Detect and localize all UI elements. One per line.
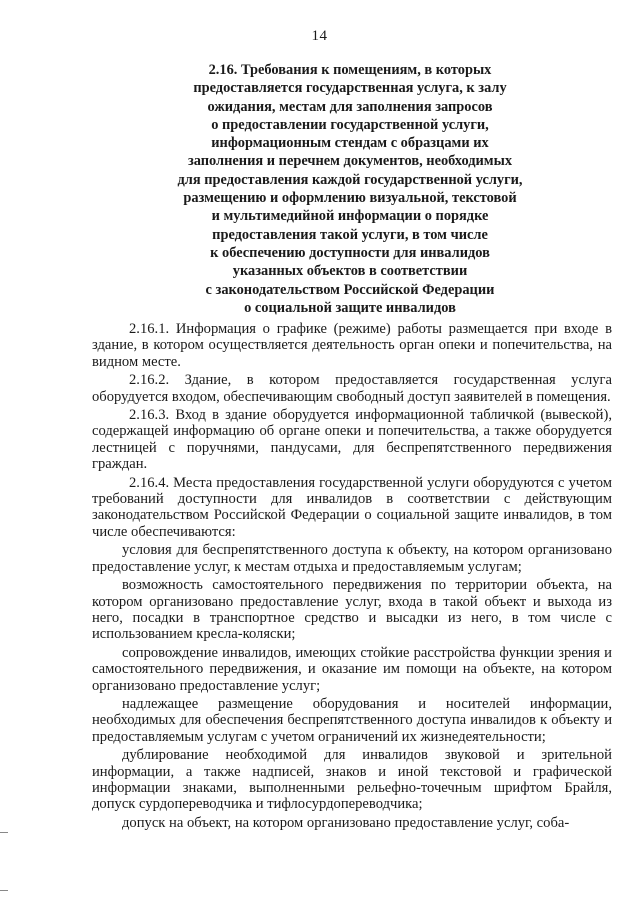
body-text [92, 321, 612, 833]
paragraph-2-16-4: 2.16.4. Места предоставления государственной услуги оборудуются с учетом требований доступности для инвалидов в соответствии с действующим законодательством Российской Федерации о социальной защите инвалидов, в том числе обеспечиваются: [92, 474, 612, 540]
heading-line: о предоставлении государственной услуги, [211, 116, 489, 133]
list-item: допуск на объект, на котором организовано предоставление услуг, соба- [122, 814, 570, 831]
heading-line: для предоставления каждой государственной услуги, [177, 171, 523, 188]
section-heading [150, 61, 550, 317]
paragraph-2-16-3: 2.16.3. Вход в здание оборудуется информационной табличкой (вывеской), содержащей информацию об органе опеки и попечительства, а также оборудуется лестницей с поручнями, пандусами, для беспрепятственного передвижения граждан. [92, 407, 612, 473]
heading-line: и мультимедийной информации о порядке [211, 208, 489, 225]
page-number: 14 [311, 28, 328, 44]
list-item: возможность самостоятельного передвижения по территории объекта, на котором организовано предоставление услуг, входа в такой объект и выхода из него, посадки в транспортное средство и высадки из него, в том числе с использованием кресла-коляски; [92, 577, 612, 643]
heading-line: указанных объектов в соответствии [232, 263, 468, 280]
list-item: надлежащее размещение оборудования и носителей информации, необходимых для обеспечения беспрепятственного доступа инвалидов к объекту и предоставляемым услугам с учетом ограничений их жизнедеятельности; [92, 695, 612, 745]
heading-line: к обеспечению доступности для инвалидов [210, 244, 490, 261]
heading-line: заполнения и перечнем документов, необходимых [187, 153, 513, 170]
paragraph-2-16-1: 2.16.1. Информация о графике (режиме) работы размещается при входе в здание, в котором осуществляется деятельность орган опеки и попечительства, на видном месте. [92, 321, 612, 370]
list-item: условия для беспрепятственного доступа к объекту, на котором организовано предоставление услуг, к местам отдыха и предоставляемым услугам; [92, 542, 612, 575]
heading-line: о социальной защите инвалидов [244, 299, 456, 316]
list-item: сопровождение инвалидов, имеющих стойкие расстройства функции зрения и самостоятельного передвижения, и оказание им помощи на объекте, на котором организовано предоставление услуг; [92, 644, 612, 694]
heading-line: ожидания, местам для заполнения запросов [207, 98, 493, 115]
scan-edge-mark [0, 832, 8, 833]
heading-line: размещению и оформлению визуальной, текстовой [183, 190, 517, 207]
heading-line: предоставления такой услуги, в том числе [212, 226, 488, 243]
scan-edge-mark [0, 890, 8, 891]
list-item: дублирование необходимой для инвалидов звуковой и зрительной информации, а также надписей, знаков и иной текстовой и графической информации знаками, выполненными рельефно-точечным шрифтом Брайля, допуск сурдопереводчика и тифлосурдопереводчика; [92, 747, 612, 813]
heading-line: предоставляется государственная услуга, к залу [193, 80, 507, 97]
paragraph-2-16-2: 2.16.2. Здание, в котором предоставляется государственная услуга оборудуется входом, обеспечивающим свободный доступ заявителей в помещения. [92, 372, 612, 405]
heading-line: с законодательством Российской Федерации [205, 281, 495, 298]
heading-line: 2.16. Требования к помещениям, в которых [208, 62, 492, 78]
heading-line: информационным стендам с образцами их [211, 135, 489, 152]
